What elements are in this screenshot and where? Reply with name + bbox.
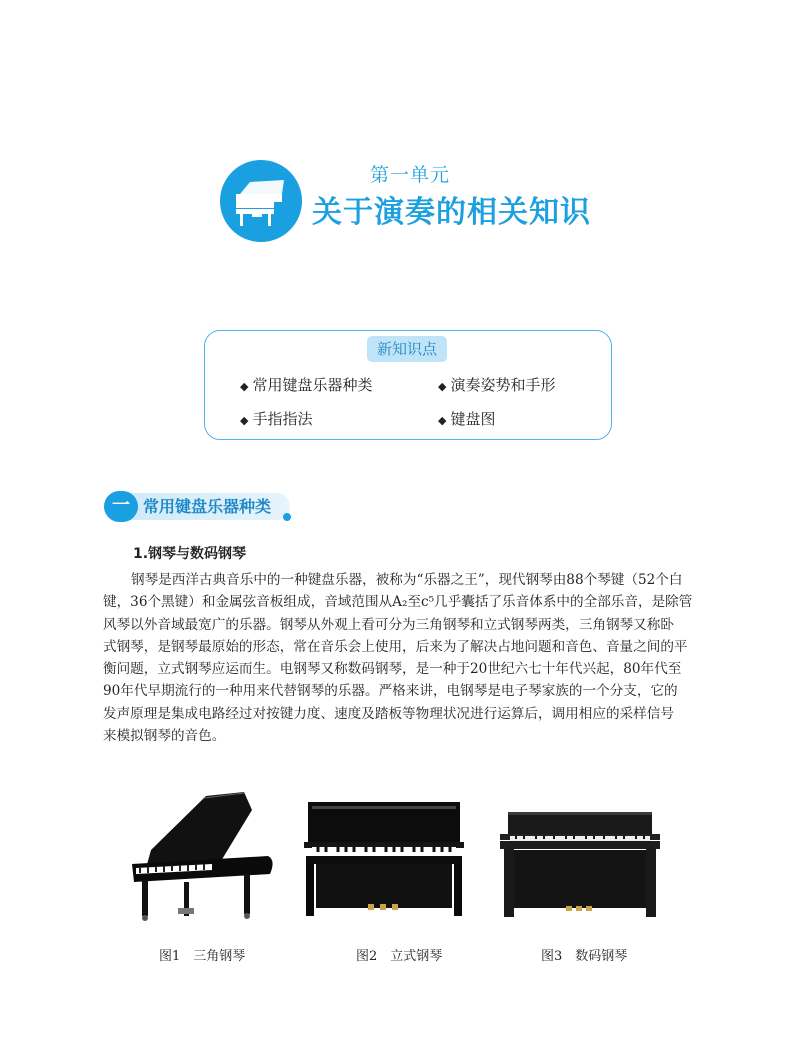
diamond-icon: ◆ — [438, 414, 447, 427]
unit-title: 关于演奏的相关知识 — [312, 195, 591, 230]
diamond-icon: ◆ — [240, 380, 249, 393]
body-paragraph — [103, 569, 691, 747]
paragraph-line: 衡问题，立式钢琴应运而生。电钢琴又称数码钢琴，是一种于20世纪六七十年代兴起，80年代至 — [103, 661, 682, 678]
knowledge-point-item: ◆ 演奏姿势和手形 — [438, 376, 556, 394]
paragraph-line: 风琴以外音域最宽广的乐器。钢琴从外观上看可分为三角钢琴和立式钢琴两类，三角钢琴又称卧 — [103, 616, 674, 633]
subsection-title: 1.钢琴与数码钢琴 — [133, 546, 247, 562]
unit-label: 第一单元 — [370, 164, 451, 186]
upright-piano-icon — [302, 800, 466, 924]
knowledge-point-item: ◆ 常用键盘乐器种类 — [240, 376, 373, 394]
paragraph-line: 90年代早期流行的一种用来代替钢琴的乐器。严格来讲，电钢琴是电子琴家族的一个分支，它的 — [103, 683, 678, 700]
knowledge-points-title: 新知识点 — [367, 336, 447, 362]
section-dot-icon — [283, 513, 291, 521]
paragraph-line: 键，36个黑键）和金属弦音板组成，音域范围从A₂至c⁵几乎囊括了乐音体系中的全部乐音，是除管 — [103, 594, 693, 611]
paragraph-line: 式钢琴，是钢琴最原始的形态，常在音乐会上使用，后来为了解决占地问题和音色、音量之间的平 — [103, 638, 688, 655]
grand-piano-icon — [126, 790, 276, 934]
paragraph-line: 发声原理是集成电路经过对按键力度、速度及踏板等物理状况进行运算后，调用相应的采样信号 — [103, 705, 674, 722]
figure-caption: 图1 三角钢琴 — [159, 949, 246, 964]
paragraph-line: 钢琴是西洋古典音乐中的一种键盘乐器，被称为“乐器之王”，现代钢琴由88个琴键（52个白 — [131, 572, 683, 588]
diamond-icon: ◆ — [438, 380, 447, 393]
figure-caption: 图3 数码钢琴 — [541, 949, 628, 964]
unit-piano-icon — [220, 160, 302, 242]
paragraph-line: 来模拟钢琴的音色。 — [103, 728, 226, 745]
knowledge-point-item: ◆ 键盘图 — [438, 410, 496, 428]
section-title: 常用键盘乐器种类 — [143, 497, 272, 516]
figure-caption: 图2 立式钢琴 — [356, 949, 443, 964]
diamond-icon: ◆ — [240, 414, 249, 427]
digital-piano-icon — [496, 810, 664, 924]
knowledge-point-item: ◆ 手指指法 — [240, 410, 313, 428]
section-number-badge: 一 — [104, 491, 138, 522]
